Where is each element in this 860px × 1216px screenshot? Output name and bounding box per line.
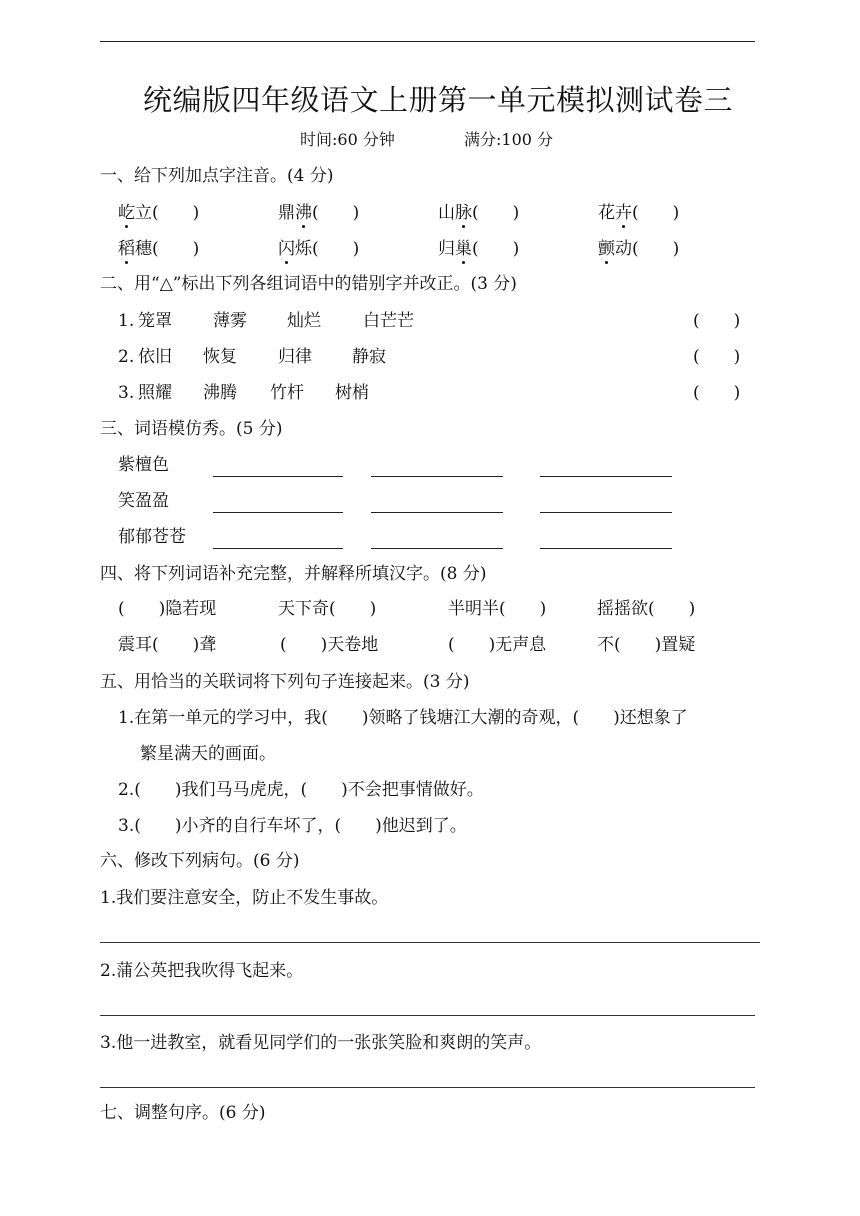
section-5-sentence-2: 2.( )我们马马虎虎，( )不会把事情做好。 (118, 780, 484, 800)
dotted-char: 屹 (118, 203, 135, 223)
answer-paren[interactable]: ( ) (472, 203, 520, 223)
pinyin-item (118, 205, 199, 222)
header-rule (100, 41, 755, 42)
row-number: 3. (118, 383, 135, 403)
fill-blank[interactable] (540, 476, 672, 477)
idiom-item[interactable]: 摇摇欲( ) (597, 599, 696, 619)
fill-blank[interactable] (540, 548, 672, 549)
pinyin-item (118, 241, 199, 258)
pinyin-word (118, 239, 152, 259)
word: 依旧 (138, 347, 172, 367)
section-5-heading: 五、用恰当的关联词将下列句子连接起来。(3 分) (100, 672, 470, 692)
section-6-item-3: 3.他一进教室，就看见同学们的一张张笑脸和爽朗的笑声。 (100, 1033, 542, 1053)
word: 树梢 (335, 383, 369, 403)
exam-time: 时间:60 分钟 (300, 130, 395, 149)
example-word: 笑盈盈 (118, 491, 169, 511)
example-word: 郁郁苍苍 (118, 527, 186, 547)
word-char: 归 (438, 239, 455, 259)
answer-paren[interactable]: ( ) (693, 347, 741, 367)
dotted-char: 脉 (455, 203, 472, 223)
pinyin-word (278, 239, 312, 259)
pinyin-item (278, 205, 359, 222)
idiom-item[interactable]: 天下奇( ) (278, 599, 377, 619)
pinyin-item (438, 241, 519, 258)
word: 竹杆 (270, 383, 304, 403)
answer-line[interactable] (100, 942, 760, 943)
answer-paren[interactable]: ( ) (632, 239, 680, 259)
dotted-char: 颤 (598, 239, 615, 259)
dotted-char: 巢 (455, 239, 472, 259)
dotted-char: 沸 (295, 203, 312, 223)
exam-score: 满分:100 分 (464, 130, 554, 149)
word-char: 动 (615, 239, 632, 259)
idiom-item[interactable]: ( )隐若现 (118, 599, 217, 619)
pinyin-item (438, 205, 519, 222)
dotted-char: 稻 (118, 239, 135, 259)
answer-paren[interactable]: ( ) (312, 203, 360, 223)
word-char: 穗 (135, 239, 152, 259)
idiom-item[interactable]: 半明半( ) (448, 599, 547, 619)
pinyin-word (438, 239, 472, 259)
idiom-item[interactable]: 震耳( )聋 (118, 635, 217, 655)
word-char: 花 (598, 203, 615, 223)
section-3-heading: 三、词语模仿秀。(5 分) (100, 419, 283, 439)
word: 白芒芒 (363, 311, 414, 331)
answer-paren[interactable]: ( ) (152, 203, 200, 223)
fill-blank[interactable] (371, 548, 503, 549)
pinyin-word (118, 203, 152, 223)
pinyin-word (438, 203, 472, 223)
word-char: 烁 (295, 239, 312, 259)
section-1-heading: 一、给下列加点字注音。(4 分) (100, 166, 334, 186)
word: 灿烂 (287, 311, 321, 331)
row-number: 2. (118, 347, 135, 367)
word: 静寂 (352, 347, 386, 367)
answer-line[interactable] (100, 1015, 755, 1016)
section-6-item-1: 1.我们要注意安全，防止不发生事故。 (100, 888, 389, 908)
word-char: 立 (135, 203, 152, 223)
section-5-sentence-1: 1.在第一单元的学习中，我( )领略了钱塘江大潮的奇观，( )还想象了 (118, 708, 688, 728)
answer-paren[interactable]: ( ) (472, 239, 520, 259)
idiom-item[interactable]: ( )无声息 (448, 635, 547, 655)
section-2-heading: 二、用“△”标出下列各组词语中的错别字并改正。(3 分) (100, 274, 517, 294)
answer-paren[interactable]: ( ) (152, 239, 200, 259)
fill-blank[interactable] (540, 512, 672, 513)
word: 薄雾 (213, 311, 247, 331)
pinyin-item (598, 241, 679, 258)
answer-paren[interactable]: ( ) (312, 239, 360, 259)
section-5-sentence-3: 3.( )小齐的自行车坏了，( )他迟到了。 (118, 816, 467, 836)
word: 笼罩 (138, 311, 172, 331)
fill-blank[interactable] (213, 512, 343, 513)
word: 沸腾 (203, 383, 237, 403)
pinyin-word (598, 203, 632, 223)
word: 恢复 (203, 347, 237, 367)
fill-blank[interactable] (371, 476, 503, 477)
answer-paren[interactable]: ( ) (693, 311, 741, 331)
answer-line[interactable] (100, 1087, 755, 1088)
section-6-heading: 六、修改下列病句。(6 分) (100, 851, 300, 871)
section-7-heading: 七、调整句序。(6 分) (100, 1103, 266, 1123)
fill-blank[interactable] (213, 476, 343, 477)
fill-blank[interactable] (213, 548, 343, 549)
answer-paren[interactable]: ( ) (632, 203, 680, 223)
idiom-item[interactable]: ( )天卷地 (280, 635, 379, 655)
fill-blank[interactable] (371, 512, 503, 513)
word-char: 鼎 (278, 203, 295, 223)
dotted-char: 闪 (278, 239, 295, 259)
pinyin-word (598, 239, 632, 259)
section-5-sentence-1-cont: 繁星满天的画面。 (140, 744, 276, 764)
idiom-item[interactable]: 不( )置疑 (597, 635, 696, 655)
pinyin-word (278, 203, 312, 223)
answer-paren[interactable]: ( ) (693, 383, 741, 403)
section-4-heading: 四、将下列词语补充完整，并解释所填汉字。(8 分) (100, 564, 487, 584)
pinyin-item (598, 205, 679, 222)
row-number: 1. (118, 311, 135, 331)
example-word: 紫檀色 (118, 455, 169, 475)
word-char: 山 (438, 203, 455, 223)
word: 归律 (278, 347, 312, 367)
dotted-char: 卉 (615, 203, 632, 223)
section-6-item-2: 2.蒲公英把我吹得飞起来。 (100, 961, 304, 981)
pinyin-item (278, 241, 359, 258)
word: 照耀 (138, 383, 172, 403)
page-title: 统编版四年级语文上册第一单元模拟测试卷三 (143, 83, 734, 117)
